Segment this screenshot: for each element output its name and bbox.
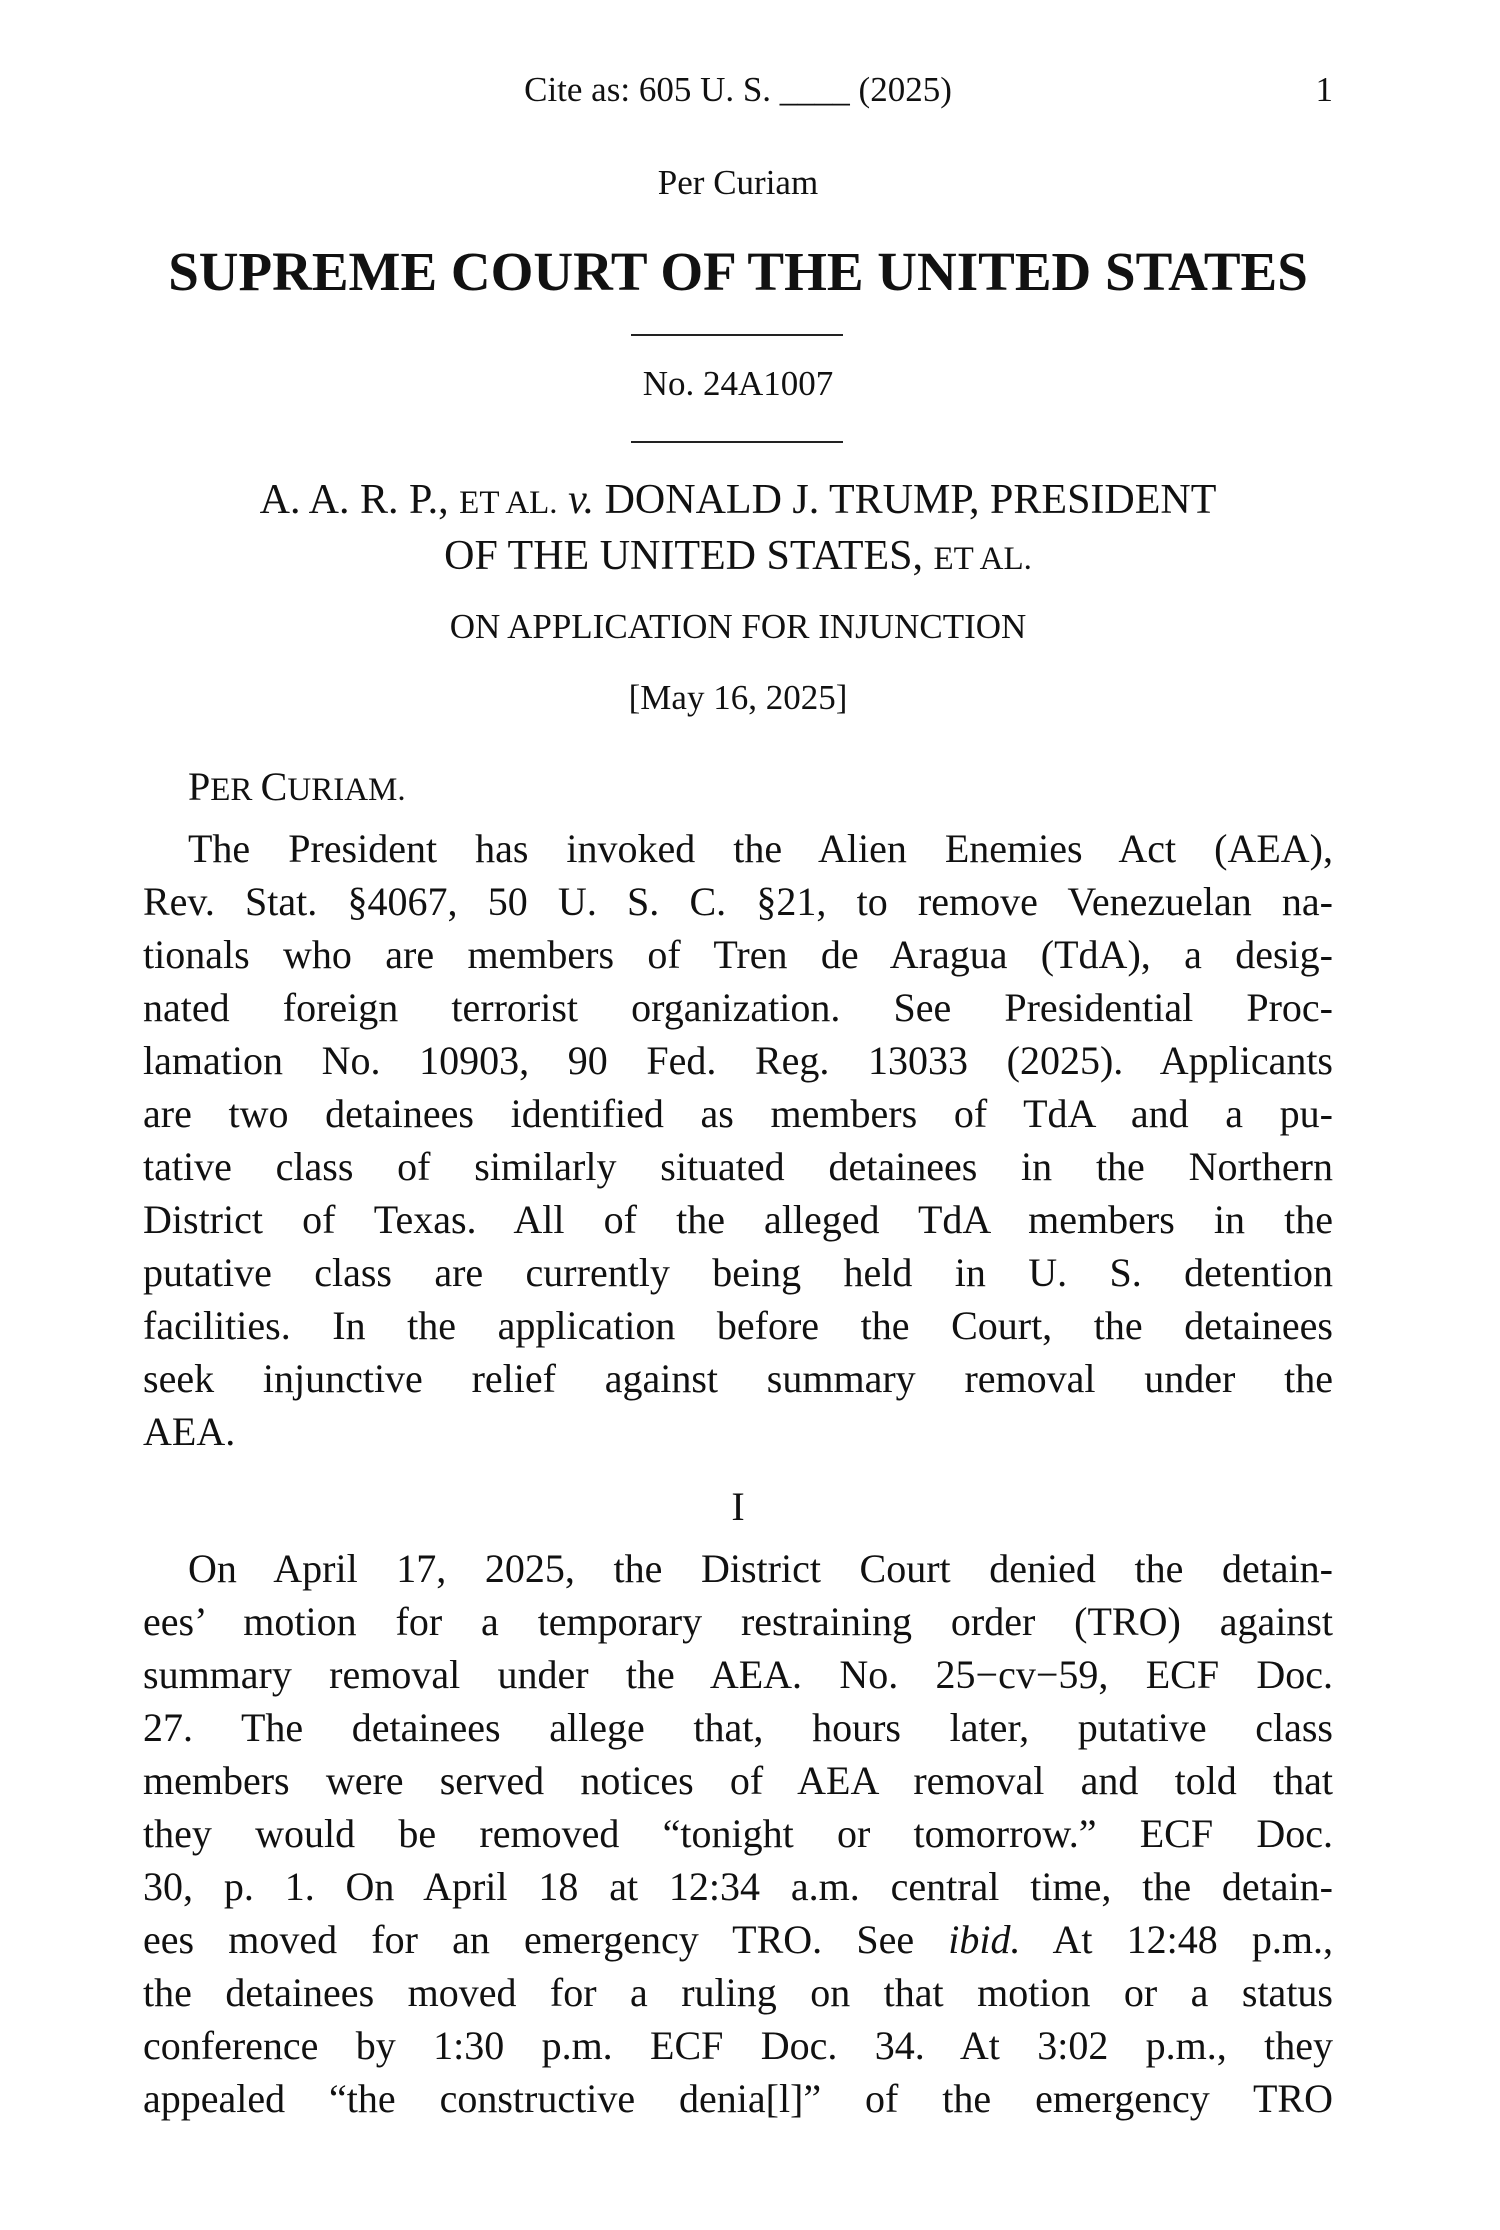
paragraph-2-line: summary removal under the AEA. No. 25−cv−59, ECF Doc. [143,1652,1333,1697]
paragraph-2-line: On April 17, 2025, the District Court denied the detain- [188,1546,1333,1591]
page-header [143,70,1333,120]
paragraph-1-line: putative class are currently being held in U. S. detention [143,1250,1333,1295]
paragraph-1-line: tionals who are members of Tren de Aragua (TdA), a desig- [143,932,1333,977]
paragraph-1 [143,822,1333,1458]
paragraph-1-line: are two detainees identified as members of TdA and a pu- [143,1091,1333,1136]
paragraph-1-line: seek injunctive relief against summary removal under the [143,1356,1333,1401]
paragraph-2-line: ees’ motion for a temporary restraining order (TRO) against [143,1599,1333,1644]
caption-respondent: DONALD J. TRUMP, PRESIDENT [594,477,1217,523]
per-curiam-sc-1: ER [210,772,261,808]
divider-top [631,334,843,336]
line-text: At 12:48 p.m., [1020,1917,1333,1962]
paragraph-2 [143,1542,1333,2125]
citation-ibid: ibid. [948,1917,1021,1962]
paragraph-1-line: facilities. In the application before the Court, the detainees [143,1303,1333,1348]
caption-respondent-cont: OF THE UNITED STATES, [444,533,934,579]
procedural-posture: ON APPLICATION FOR INJUNCTION [449,607,1027,646]
paragraph-1-line: AEA. [143,1409,236,1454]
paragraph-2-line: conference by 1:30 p.m. ECF Doc. 34. At 3:02 p.m., they [143,2023,1333,2068]
running-head: Per Curiam [657,163,819,202]
citation: Cite as: 605 U. S. ____ (2025) [524,70,952,109]
court-title: SUPREME COURT OF THE UNITED STATES [168,241,1308,302]
caption-et-al: ET AL. [933,541,1032,577]
decision-date: [May 16, 2025] [628,678,848,717]
docket-number: No. 24A1007 [642,364,834,403]
page-number: 1 [1315,70,1333,109]
section-heading: I [731,1484,745,1529]
line-text: ees moved for an emergency TRO. See [143,1917,949,1962]
paragraph-2-line: they would be removed “tonight or tomorrow.” ECF Doc. [143,1811,1333,1856]
paragraph-2-line [143,1913,1333,1966]
paragraph-1-line: District of Texas. All of the alleged TdA members in the [143,1197,1333,1242]
paragraph-2-line: members were served notices of AEA removal and told that [143,1758,1333,1803]
paragraph-1-line: lamation No. 10903, 90 Fed. Reg. 13033 (2025). Applicants [143,1038,1333,1083]
per-curiam-cap-1: P [188,764,211,809]
paragraph-1-line: The President has invoked the Alien Enemies Act (AEA), [188,826,1333,871]
paragraph-1-line: tative class of similarly situated detainees in the Northern [143,1144,1333,1189]
paragraph-2-line: 27. The detainees allege that, hours later, putative class [143,1705,1333,1750]
paragraph-2-line: appealed “the constructive denia[l]” of the emergency TRO [143,2076,1333,2121]
caption-line-1 [143,474,1333,530]
divider-bottom [631,441,843,443]
caption-line-2 [143,530,1333,586]
caption-et-al: ET AL. [459,485,558,521]
paragraph-2-line: the detainees moved for a ruling on that motion or a status [143,1970,1333,2015]
case-caption [143,474,1333,586]
paragraph-1-line: nated foreign terrorist organization. See Presidential Proc- [143,985,1333,1030]
per-curiam-cap-2: C [260,764,288,809]
caption-parties: A. A. R. P., [259,477,460,523]
paragraph-2-line: 30, p. 1. On April 18 at 12:34 a.m. central time, the detain- [143,1864,1333,1909]
per-curiam-sc-2: URIAM. [287,772,406,808]
per-curiam-heading [188,763,406,810]
caption-versus: v. [568,477,595,523]
paragraph-1-line: Rev. Stat. §4067, 50 U. S. C. §21, to remove Venezuelan na- [143,879,1333,924]
